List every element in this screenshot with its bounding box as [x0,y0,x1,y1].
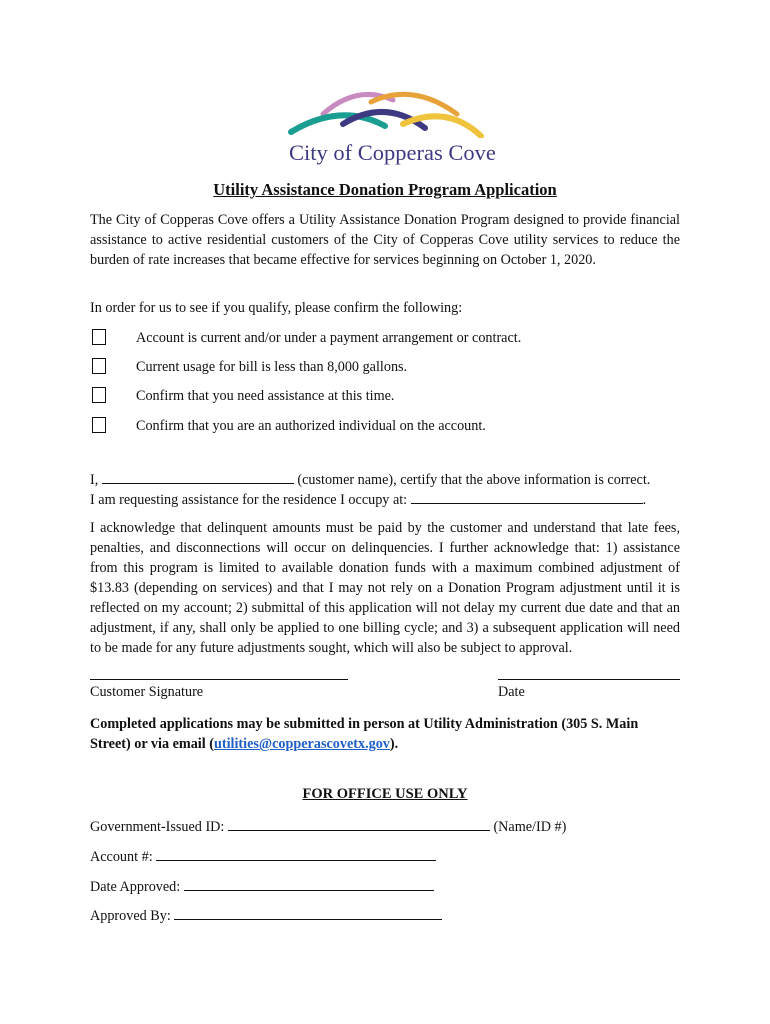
approved-by-row [90,905,442,925]
city-logo [285,88,496,172]
certify-prefix: I, [90,472,99,488]
submission-end: ). [389,736,399,752]
date-approved-row [90,876,434,896]
logo-text: City of Copperas Cove [289,140,496,165]
certify-line [90,469,680,490]
checklist-label: Account is current and/or under a payment arrangement or contract. [136,330,522,346]
date-label: Date [498,684,525,700]
residence-end: . [642,492,647,508]
logo-arcs-icon [285,88,485,138]
checklist-label: Confirm that you are an authorized individual on the account. [136,418,486,434]
date-approved-field[interactable] [184,876,434,891]
residence-label: I am requesting assistance for the residence I occupy at: [90,492,408,508]
gov-id-suffix: (Name/ID #) [493,819,567,835]
account-row [90,846,436,866]
acknowledgement-paragraph: I acknowledge that delinquent amounts must be paid by the customer and understand that late fees, penalties, and disconnections will occur on delinquencies. I further acknowledge that: 1) assistance from this program is limited to available donation funds with a maximum combined adjustment of $13.83 (depending on services) and that I may not rely on a Donation Program adjustment until it is reflected on my account; 2) submittal of this application will not delay my current due date and that an adjustment, if any, shall only be applied to one billing cycle; and 3) a subsequent application will need to be made for any future adjustments sought, which will also be subject to approval. [90,520,680,656]
gov-id-field[interactable] [228,816,490,831]
signature-line[interactable] [90,679,348,680]
account-current-checkbox[interactable] [92,329,106,345]
checklist-label: Current usage for bill is less than 8,000 gallons. [136,359,408,375]
intro-paragraph: The City of Copperas Cove offers a Utility Assistance Donation Program designed to provide financial assistance to active residential customers of the City of Copperas Cove utility services to reduce the burden of rate increases that became effective for services beginning on October 1, 2020. [90,212,680,268]
signature-label: Customer Signature [90,684,204,700]
checklist-item [92,329,692,349]
customer-name-field[interactable] [102,469,294,484]
account-field[interactable] [156,846,436,861]
approved-by-label: Approved By: [90,908,171,924]
page-title: Utility Assistance Donation Program Application [213,180,557,199]
qualify-prompt: In order for us to see if you qualify, please confirm the following: [90,300,463,316]
account-label: Account #: [90,849,153,865]
checklist-item [92,417,692,437]
email-link[interactable]: utilities@copperascovetx.gov [213,736,390,752]
gov-id-row [90,816,566,836]
submission-note [90,714,680,754]
checklist-item [92,358,692,378]
office-use-heading: FOR OFFICE USE ONLY [302,786,468,802]
checklist-label: Confirm that you need assistance at this time. [136,388,395,404]
certify-suffix: (customer name), certify that the above information is correct. [297,472,651,488]
residence-address-field[interactable] [411,489,643,504]
authorized-individual-checkbox[interactable] [92,417,106,433]
date-line[interactable] [498,679,680,680]
date-approved-label: Date Approved: [90,879,181,895]
need-assistance-checkbox[interactable] [92,387,106,403]
usage-checkbox[interactable] [92,358,106,374]
approved-by-field[interactable] [174,905,442,920]
submission-text: Completed applications may be submitted in person at Utility Administration (305 S. Main Street) or via email ( [90,716,639,752]
checklist-item [92,387,692,407]
gov-id-label: Government-Issued ID: [90,819,225,835]
residence-line [90,489,680,510]
